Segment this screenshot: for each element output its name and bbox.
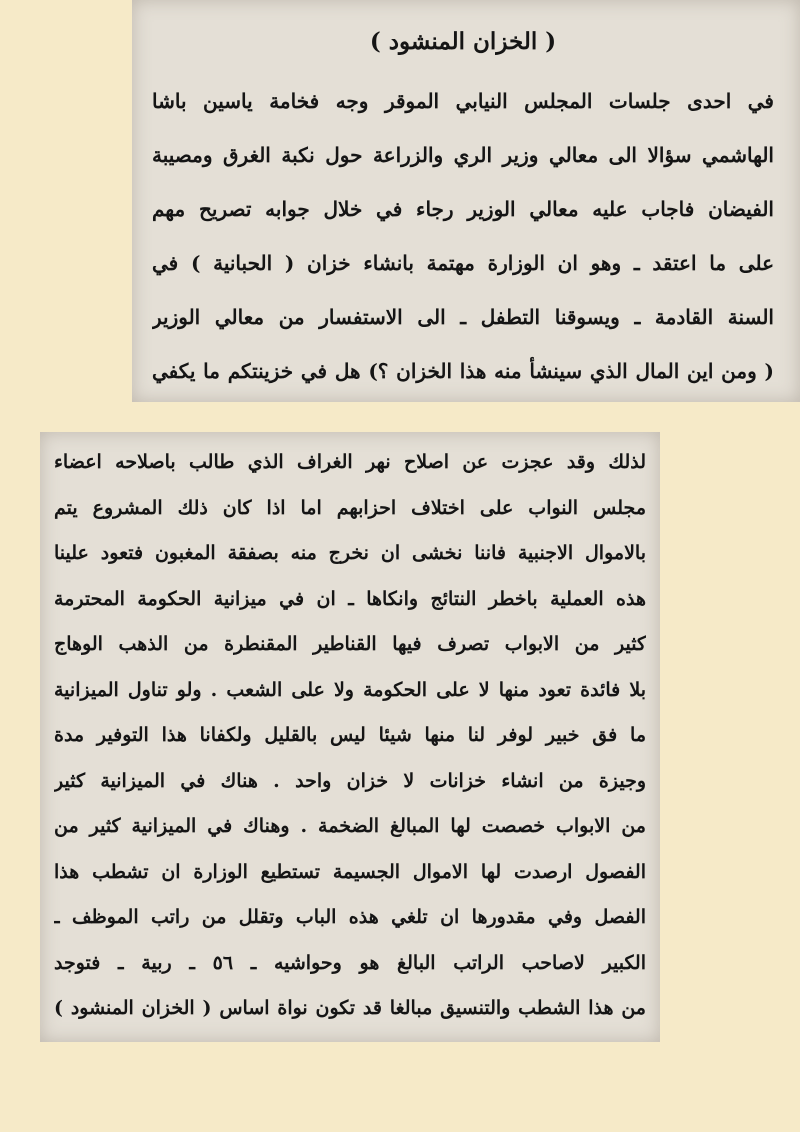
text-line: الفيضان فاجاب عليه معالي الوزير رجاء في خلال جوابه تصريح مهم [152,197,774,221]
text-line: ( ومن اين المال الذي سينشأ منه هذا الخزان ؟) هل في خزينتكم ما يكفي [152,359,774,383]
text-line: من الابواب خصصت لها المبالغ الضخمة . وهناك في الميزانية كثير من [54,815,646,837]
text-line: الكبير لاصاحب الراتب البالغ هو وحواشيه ـ ٥٦ ـ ربية ـ فتوجد [54,951,646,974]
text-line: كثير من الابواب تصرف فيها القناطير المقنطرة من الذهب الوهاج [54,633,646,655]
text-line: مجلس النواب على اختلاف احزابهم اما اذا كان ذلك المشروع يتم [54,496,646,519]
text-line: على ما اعتقد ـ وهو ان الوزارة مهتمة بانشاء خزان ( الحبانية ) في [152,251,774,275]
text-line: الهاشمي سؤالا الى معالي وزير الري والزراعة حول نكبة الغرق ومصيبة [152,143,774,167]
text-line: الفصل وفي مقدورها ان تلغي هذه الباب وتقلل من راتب الموظف ـ [54,906,646,928]
text-line: وجيزة من انشاء خزانات لا خزان واحد . هناك في الميزانية كثير [54,769,646,792]
text-line: الفصول ارصدت لها الاموال الجسيمة تستطيع الوزارة ان تشطب هذا [54,860,646,883]
text-line: لذلك وقد عجزت عن اصلاح نهر الغراف الذي طالب باصلاحه اعضاء [54,451,646,473]
text-line: هذه العملية باخطر النتائج وانكاها ـ ان في ميزانية الحكومة المحترمة [54,587,646,610]
bottom-newspaper-clipping [40,432,660,1042]
text-line: السنة القادمة ـ ويسوقنا التطفل ـ الى الاستفسار من معالي الوزير [152,305,774,329]
text-line: بالاموال الاجنبية فاننا نخشى ان نخرج منه بصفقة المغبون فتعود علينا [54,542,646,564]
text-line: ما فق خبير لوفر لنا منها شيئا ليس بالقليل ولكفانا هذا التوفير مدة [54,724,646,746]
text-line: في احدى جلسات المجلس النيابي الموقر وجه فخامة ياسين باشا [152,89,774,113]
article-headline: ( الخزان المنشود ) [369,28,557,55]
text-line: من هذا الشطب والتنسيق مبالغا قد تكون نواة اساس ( الخزان المنشود ) [54,997,646,1019]
top-newspaper-clipping [132,0,800,402]
text-line: بلا فائدة تعود منها لا على الحكومة ولا على الشعب . ولو تناول الميزانية [54,678,646,701]
